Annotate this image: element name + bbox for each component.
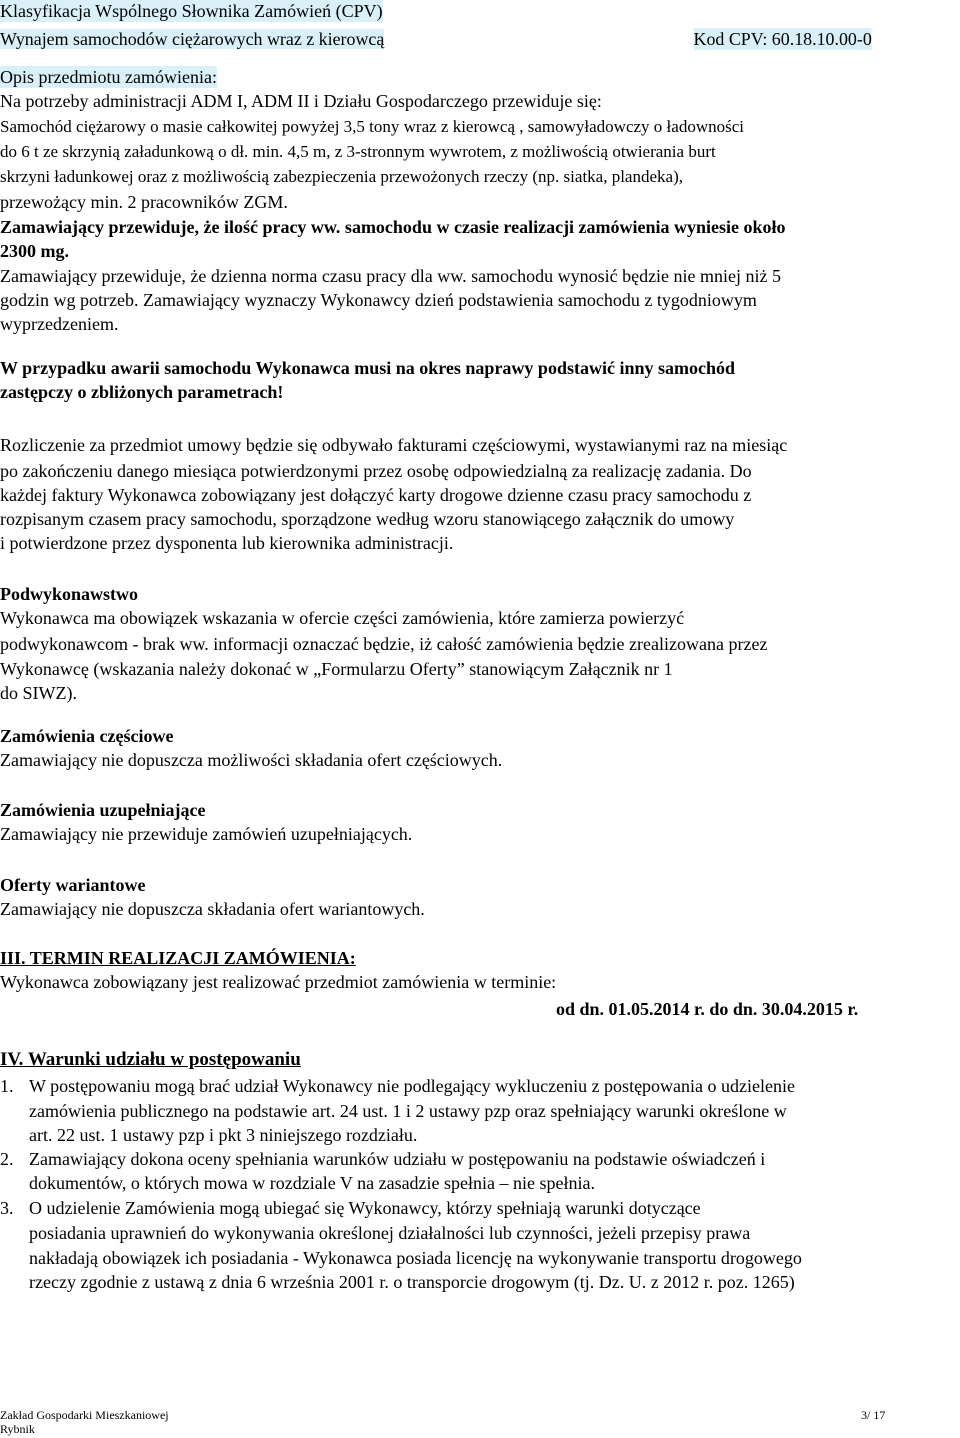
supplementary-orders-heading: Zamówienia uzupełniające [0, 800, 206, 820]
vehicle-spec-line: skrzyni ładunkowej oraz z możliwością zabezpieczenia przewożonych rzeczy (np. siatka, plandeka), [0, 167, 683, 186]
daily-norm-line: godzin wg potrzeb. Zamawiający wyznaczy Wykonawcy dzień podstawienia samochodu z tygodniowym [0, 290, 757, 310]
settlement-paragraph: rozpisanym czasem pracy samochodu, sporządzone według wzoru stanowiącego załącznik do umowy [0, 509, 735, 529]
list-item-line: zamówienia publicznego na podstawie art. 24 ust. 1 i 2 ustawy pzp oraz spełniający warunki określone w [29, 1101, 787, 1121]
service-name: Wynajem samochodów ciężarowych wraz z kierowcą [0, 29, 385, 49]
breakdown-notice: W przypadku awarii samochodu Wykonawca musi na okres naprawy podstawić inny samochód [0, 358, 735, 378]
settlement-paragraph: Rozliczenie za przedmiot umowy będzie się odbywało fakturami częściowymi, wystawianymi raz na miesiąc [0, 435, 788, 455]
page-number: 3/ 17 [861, 1408, 886, 1422]
list-item-line: dokumentów, o których mowa w rozdziale V na zasadzie spełnia – nie spełnia. [29, 1173, 595, 1193]
section-iv-heading: IV. Warunki udziału w postępowaniu [0, 1049, 301, 1070]
vehicle-spec-line: do 6 t ze skrzynią załadunkową o dł. min. 4,5 m, z 3-stronnym wywrotem, z możliwością otwierania burt [0, 142, 716, 161]
breakdown-notice: zastępczy o zbliżonych parametrach! [0, 382, 284, 402]
footer-organization: Zakład Gospodarki Mieszkaniowej [0, 1408, 169, 1422]
list-item-line: O udzielenie Zamówienia mogą ubiegać się Wykonawcy, którzy spełniają warunki dotyczące [29, 1198, 701, 1218]
variant-offers-text: Zamawiający nie dopuszcza składania ofert wariantowych. [0, 899, 425, 919]
list-item-line: Zamawiający dokona oceny spełniania warunków udziału w postępowaniu na podstawie oświadczeń i [29, 1149, 766, 1169]
settlement-paragraph: po zakończeniu danego miesiąca potwierdzonymi przez osobę odpowiedzialną za realizację zadania. Do [0, 461, 752, 481]
subcontracting-text: Wykonawcę (wskazania należy dokonać w „Formularzu Oferty” stanowiącym Załącznik nr 1 [0, 659, 673, 679]
partial-orders-heading: Zamówienia częściowe [0, 726, 174, 746]
work-amount-line: 2300 mg. [0, 241, 69, 261]
section-iii-heading: III. TERMIN REALIZACJI ZAMÓWIENIA: [0, 948, 356, 968]
settlement-paragraph: i potwierdzone przez dysponenta lub kierownika administracji. [0, 533, 454, 553]
variant-offers-heading: Oferty wariantowe [0, 875, 146, 895]
section-heading-description: Opis przedmiotu zamówienia: [0, 67, 217, 87]
partial-orders-text: Zamawiający nie dopuszcza możliwości składania ofert częściowych. [0, 750, 503, 770]
cpv-classification-title: Klasyfikacja Wspólnego Słownika Zamówień (CPV) [0, 1, 383, 21]
daily-norm-line: wyprzedzeniem. [0, 314, 119, 334]
intro-paragraph: Na potrzeby administracji ADM I, ADM II i Działu Gospodarczego przewiduje się: [0, 91, 602, 111]
vehicle-spec-line: przewożący min. 2 pracowników ZGM. [0, 192, 288, 212]
settlement-paragraph: każdej faktury Wykonawca zobowiązany jest dołączyć karty drogowe dzienne czasu pracy samochodu z [0, 485, 752, 505]
subcontracting-text: podwykonawcom - brak ww. informacji oznaczać będzie, iż całość zamówienia będzie zrealizowana przez [0, 634, 768, 654]
header-row [0, 28, 955, 50]
list-number: 1. [0, 1076, 14, 1096]
subcontracting-text: do SIWZ). [0, 683, 77, 703]
list-number: 3. [0, 1198, 14, 1218]
realization-dates: od dn. 01.05.2014 r. do dn. 30.04.2015 r. [556, 999, 859, 1019]
list-item-line: nakładają obowiązek ich posiadania - Wykonawca posiada licencję na wykonywanie transportu drogowego [29, 1248, 802, 1268]
daily-norm-line: Zamawiający przewiduje, że dzienna norma czasu pracy dla ww. samochodu wynosić będzie nie mniej niż 5 [0, 266, 782, 286]
list-item-line: rzeczy zgodnie z ustawą z dnia 6 września 2001 r. o transporcie drogowym (tj. Dz. U. z 2012 r. poz. 1265) [29, 1272, 795, 1292]
work-amount-line: Zamawiający przewiduje, że ilość pracy ww. samochodu w czasie realizacji zamówienia wyniesie około [0, 217, 786, 237]
subcontracting-text: Wykonawca ma obowiązek wskazania w ofercie części zamówienia, które zamierza powierzyć [0, 608, 685, 628]
list-item-line: art. 22 ust. 1 ustawy pzp i pkt 3 niniejszego rozdziału. [29, 1125, 418, 1145]
footer-city: Rybnik [0, 1422, 35, 1436]
vehicle-spec-line: Samochód ciężarowy o masie całkowitej powyżej 3,5 tony wraz z kierowcą , samowyładowczy o ładowności [0, 117, 744, 136]
supplementary-orders-text: Zamawiający nie przewiduje zamówień uzupełniających. [0, 824, 413, 844]
subcontracting-heading: Podwykonawstwo [0, 584, 139, 604]
list-item-line: W postępowaniu mogą brać udział Wykonawcy nie podlegający wykluczeniu z postępowania o udzielenie [29, 1076, 795, 1096]
cpv-code: Kod CPV: 60.18.10.00-0 [693, 29, 872, 49]
list-number: 2. [0, 1149, 14, 1169]
section-iii-text: Wykonawca zobowiązany jest realizować przedmiot zamówienia w terminie: [0, 972, 557, 992]
list-item-line: posiadania uprawnień do wykonywania określonej działalności lub czynności, jeżeli przepisy prawa [29, 1223, 751, 1243]
